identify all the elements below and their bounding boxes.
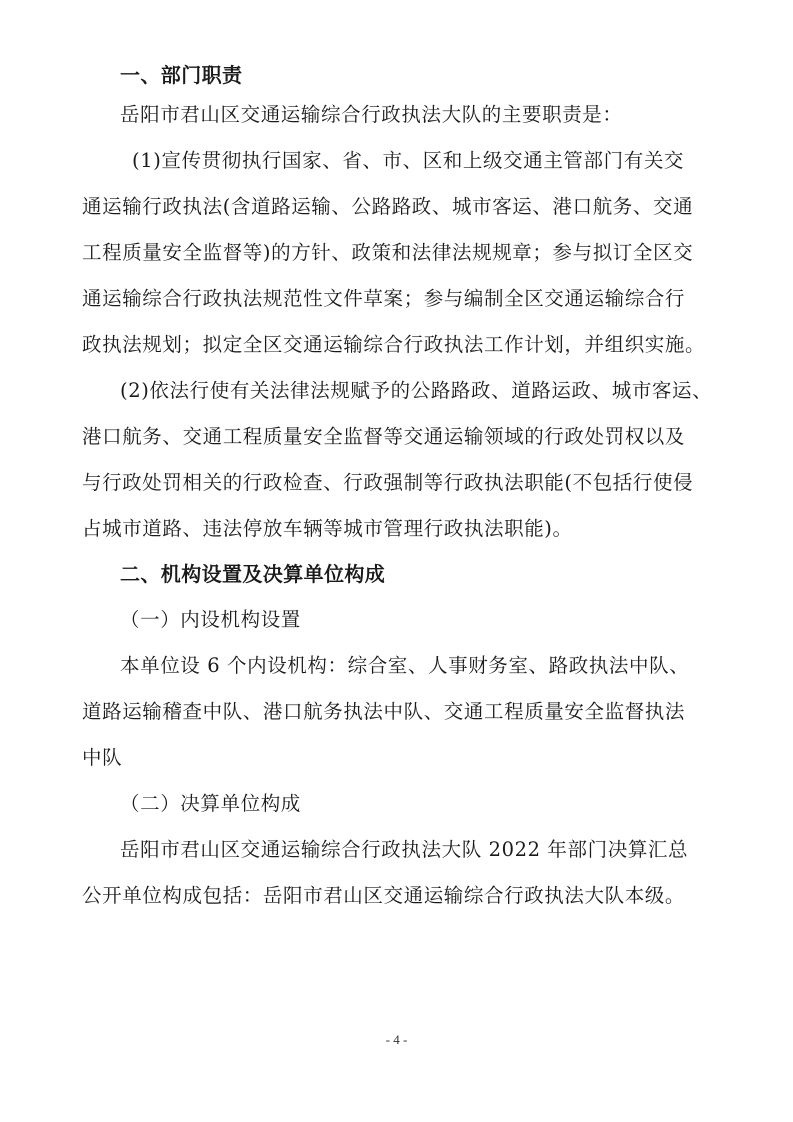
duty-item-1-line-1: (1)宣传贯彻执行国家、省、市、区和上级交通主管部门有关交 xyxy=(132,149,685,172)
duty-item-2-line-4: 占城市道路、违法停放车辆等城市管理行政执法职能)。 xyxy=(82,517,573,540)
units-line-1: 岳阳市君山区交通运输综合行政执法大队 2022 年部门决算汇总 xyxy=(120,838,689,861)
duty-item-1-line-4: 通运输综合行政执法规范性文件草案；参与编制全区交通运输综合行 xyxy=(82,287,686,310)
duty-item-1-line-3: 工程质量安全监督等)的方针、政策和法律法规规章；参与拟订全区交 xyxy=(82,241,694,264)
internal-line-1: 本单位设 6 个内设机构：综合室、人事财务室、路政执法中队、 xyxy=(120,654,690,677)
subsection-title-units: （二）决算单位构成 xyxy=(120,792,301,815)
duty-item-2-line-1: (2)依法行使有关法律法规赋予的公路路政、道路运政、城市客运、 xyxy=(120,379,713,402)
page-number: - 4 - xyxy=(385,1032,408,1047)
duty-item-2-line-2: 港口航务、交通工程质量安全监督等交通运输领域的行政处罚权以及 xyxy=(82,425,686,448)
internal-line-2: 道路运输稽查中队、港口航务执法中队、交通工程质量安全监督执法 xyxy=(82,700,686,723)
duties-intro: 岳阳市君山区交通运输综合行政执法大队的主要职责是： xyxy=(120,103,623,126)
section-heading-duties: 一、部门职责 xyxy=(120,63,243,87)
subsection-title-internal: （一）内设机构设置 xyxy=(120,608,301,631)
duty-item-1-line-2: 通运输行政执法(含道路运输、公路路政、城市客运、港口航务、交通 xyxy=(82,195,694,218)
units-line-2: 公开单位构成包括：岳阳市君山区交通运输综合行政执法大队本级。 xyxy=(82,884,686,907)
section-heading-structure: 二、机构设置及决算单位构成 xyxy=(120,562,386,586)
duty-item-2-line-3: 与行政处罚相关的行政检查、行政强制等行政执法职能(不包括行使侵 xyxy=(82,471,694,494)
duty-item-1-line-5: 政执法规划；拟定全区交通运输综合行政执法工作计划，并组织实施。 xyxy=(82,333,706,356)
internal-line-3: 中队 xyxy=(82,746,123,769)
